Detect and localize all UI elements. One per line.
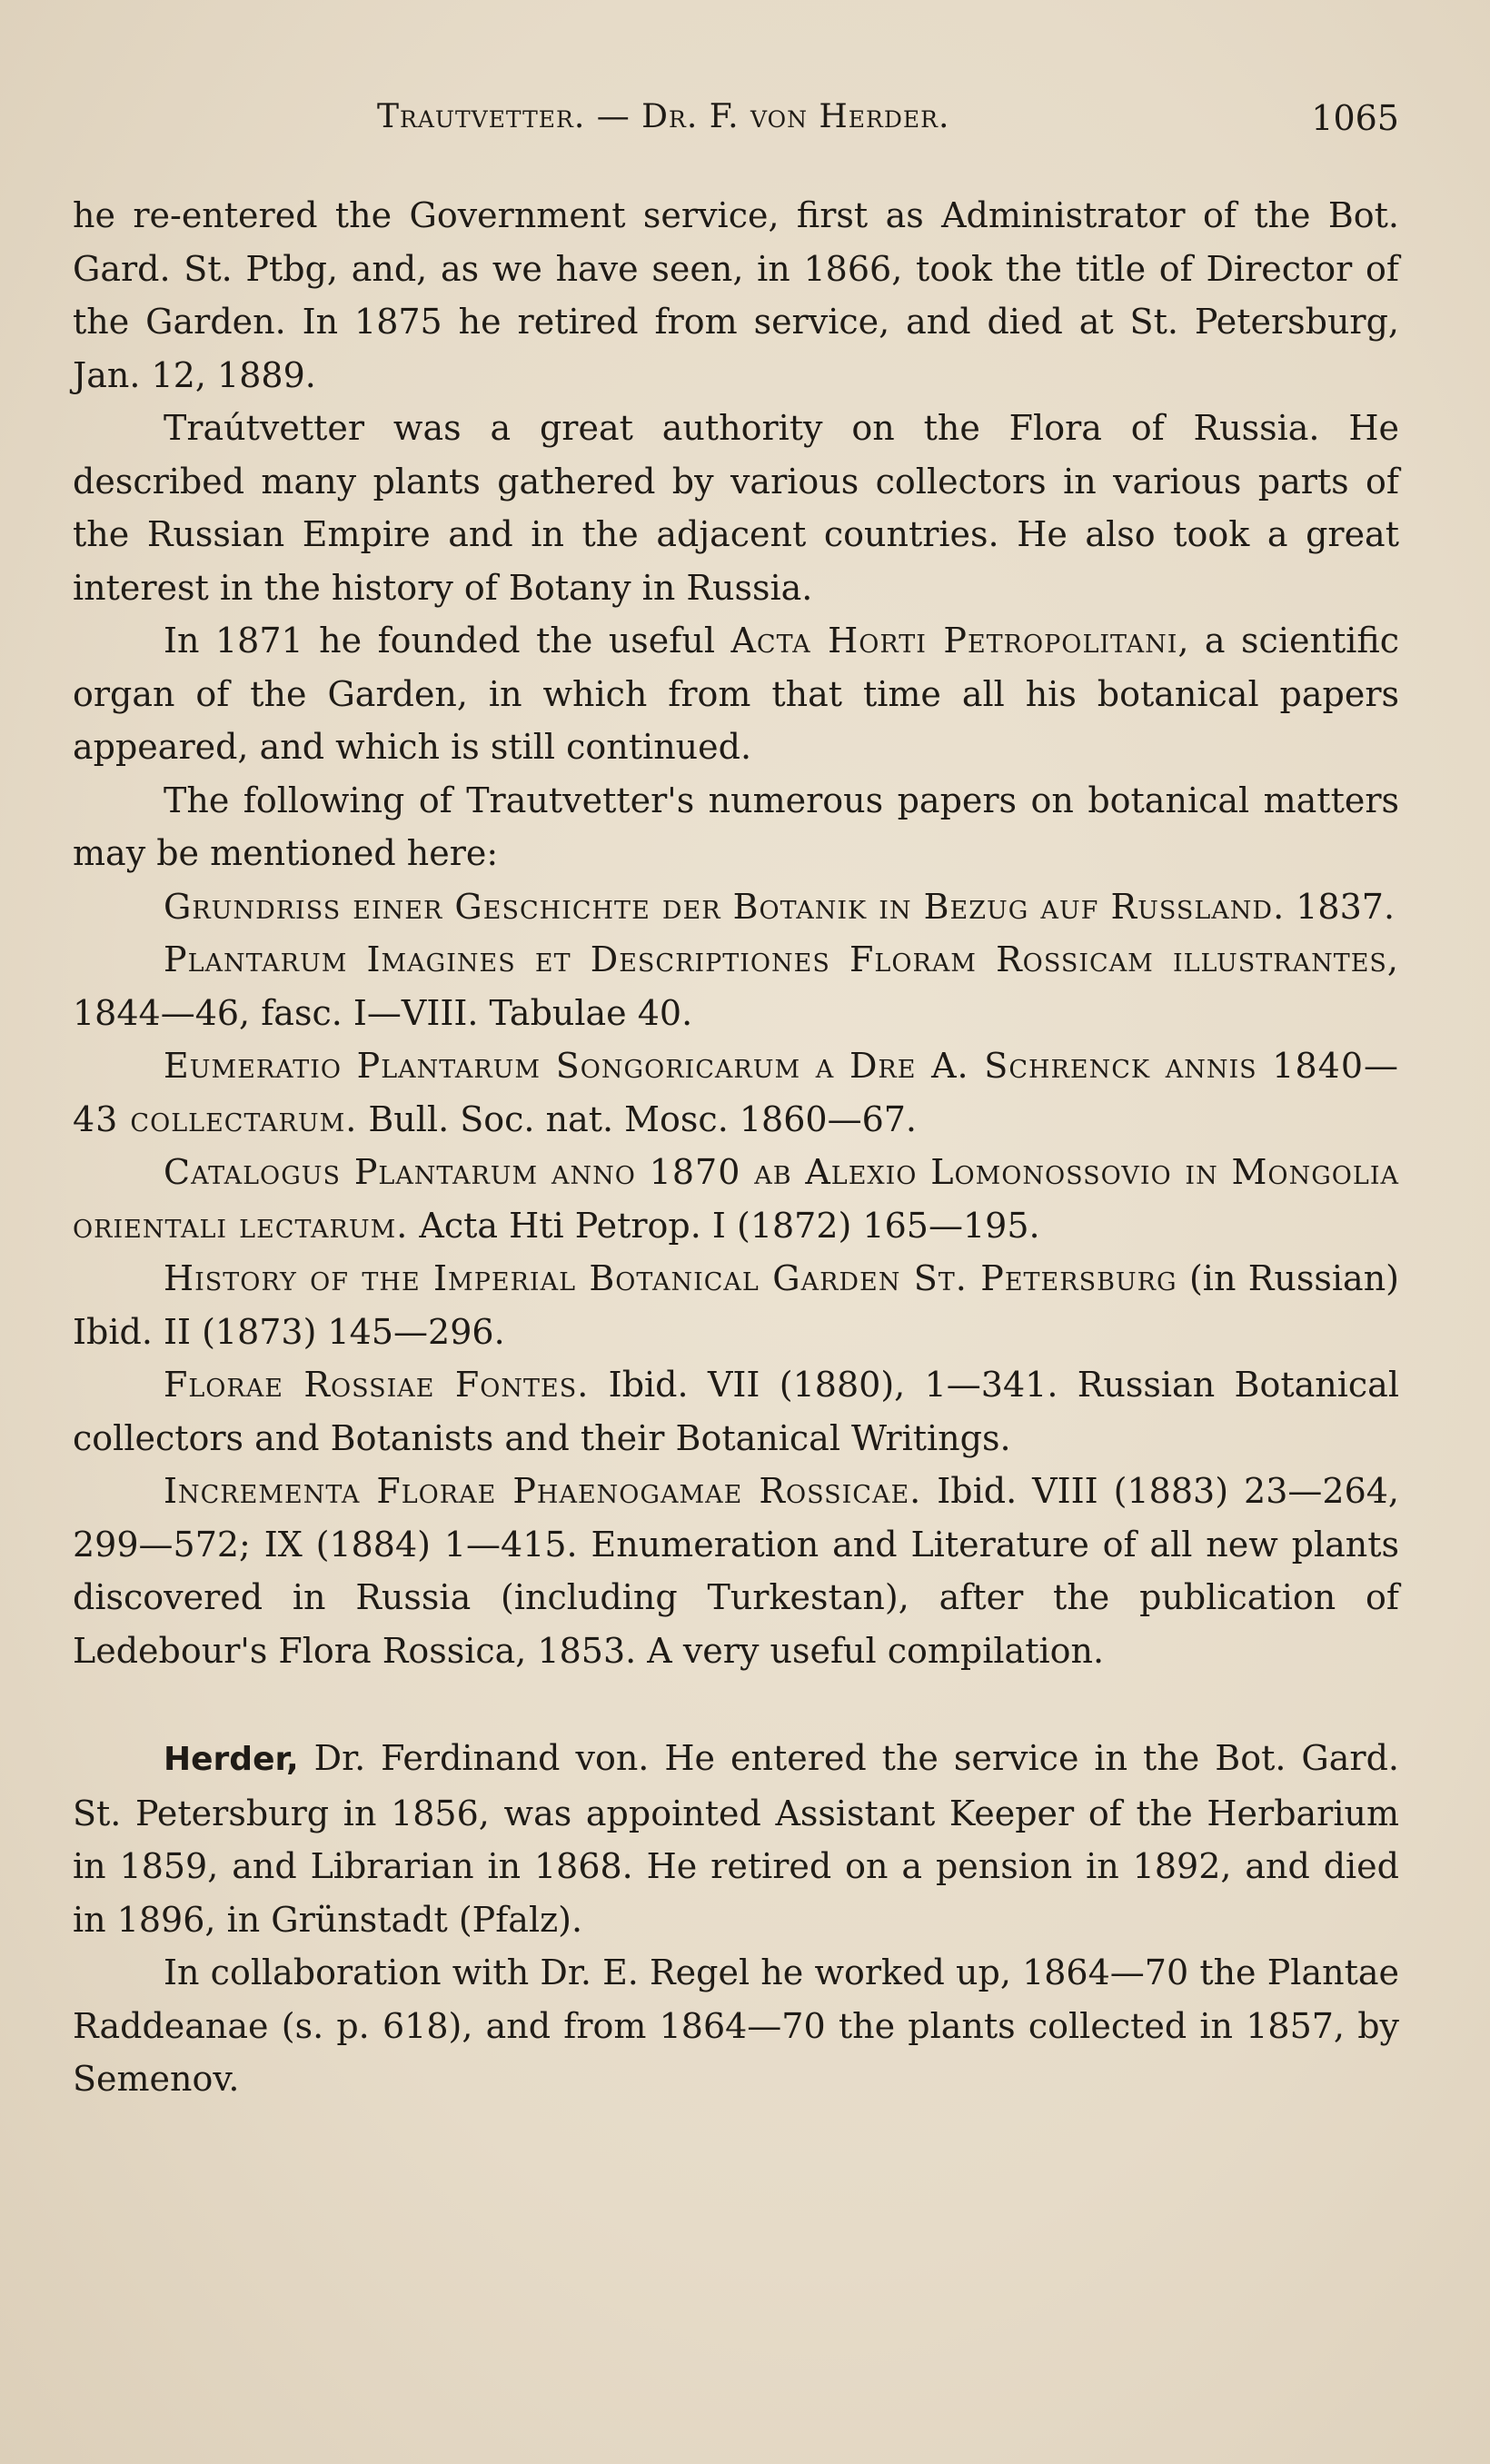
work-details: (in Russian) Ibid. II (1873) 145—296. — [73, 1258, 1399, 1352]
running-title: Trautvetter. — Dr. F. von Herder. — [377, 98, 950, 135]
bibliography-entry — [73, 1358, 1399, 1465]
paragraph: The following of Trautvetter's numerous papers on botanical matters may be mentioned here: — [73, 780, 1399, 873]
bibliography-entry — [73, 1039, 1399, 1146]
bibliography-entry — [73, 1252, 1399, 1358]
work-title: Plantarum Imagines et Descriptiones Floram Rossicam illustrantes, — [164, 939, 1399, 979]
bibliography-entry — [73, 1465, 1399, 1677]
section-gap — [73, 1677, 1399, 1732]
work-details: Ibid. VIII (1883) 23—264, 299—572; IX (1884) 1—415. Enumeration and Literature of all new plants discovered in Russia (including Turkestan), after the publication of Ledebour's Flora Rossica, 1853. A very useful compilation. — [73, 1471, 1399, 1671]
paragraph — [73, 614, 1399, 774]
work-details: Bull. Soc. nat. Mosc. 1860—67. — [357, 1098, 918, 1139]
work-title: Catalogus Plantarum anno 1870 ab Alexio Lomonossovio in Mongolia orientali lectarum. — [73, 1152, 1399, 1246]
work-details: Acta Hti Petrop. I (1872) 165—195. — [408, 1205, 1040, 1246]
work-details: 1844—46, fasc. I—VIII. Tabulae 40. — [73, 992, 693, 1033]
paragraph-text: In 1871 he founded the useful — [164, 621, 731, 661]
entry-name: Herder, — [164, 1741, 299, 1778]
bibliography-entry — [73, 880, 1399, 934]
work-title: Grundriss einer Geschichte der Botanik in Bezug auf Russland. — [164, 886, 1286, 927]
page-header — [73, 98, 1399, 153]
paragraph: In collaboration with Dr. E. Regel he worked up, 1864—70 the Plantae Raddeanae (s. p. 618), and from 1864—70 the plants collected in 1857, by Semenov. — [73, 1952, 1399, 2099]
paragraph: Traútvetter was a great authority on the Flora of Russia. He described many plants gathered by various collectors in various parts of the Russian Empire and in the adjacent countries. He also took a great interest in the history of Botany in Russia. — [73, 408, 1399, 608]
work-title: Eumeratio Plantarum Songoricarum a Dre A. Schrenck annis 1840—43 collectarum. — [73, 1046, 1399, 1139]
entry-text: Dr. Ferdinand von. He entered the service in the Bot. Gard. St. Petersburg in 1856, was appointed Assistant Keeper of the Herbarium in 1859, and Librarian in 1868. He retired on a pension in 1892, and died in 1896, in Grünstadt (Pfalz). — [73, 1738, 1399, 1940]
page-body — [73, 189, 1399, 2106]
bibliography-entry — [73, 933, 1399, 1039]
work-title: Florae Rossiae Fontes. — [164, 1365, 590, 1405]
work-title: History of the Imperial Botanical Garden St. Petersburg — [164, 1258, 1177, 1298]
journal-title: Acta Horti Petropolitani — [730, 621, 1178, 661]
biography-entry — [73, 1732, 1399, 1946]
bibliography-entry — [73, 1146, 1399, 1252]
paragraph: he re-entered the Government service, first as Administrator of the Bot. Gard. St. Ptbg, and, as we have seen, in 1866, took the title of Director of the Garden. In 1875 he retired from service, and died at St. Petersburg, Jan. 12, 1889. — [73, 195, 1399, 395]
work-details: 1837. — [1285, 886, 1396, 927]
work-details: Ibid. VII (1880), 1—341. Russian Botanical collectors and Botanists and their Botanical Writings. — [73, 1365, 1399, 1458]
paragraph-text: , a scientific organ of the Garden, in which from that time all his botanical papers appeared, and which is still continued. — [73, 621, 1400, 767]
page-number: 1065 — [1311, 98, 1399, 138]
work-title: Incrementa Florae Phaenogamae Rossicae. — [164, 1471, 922, 1511]
